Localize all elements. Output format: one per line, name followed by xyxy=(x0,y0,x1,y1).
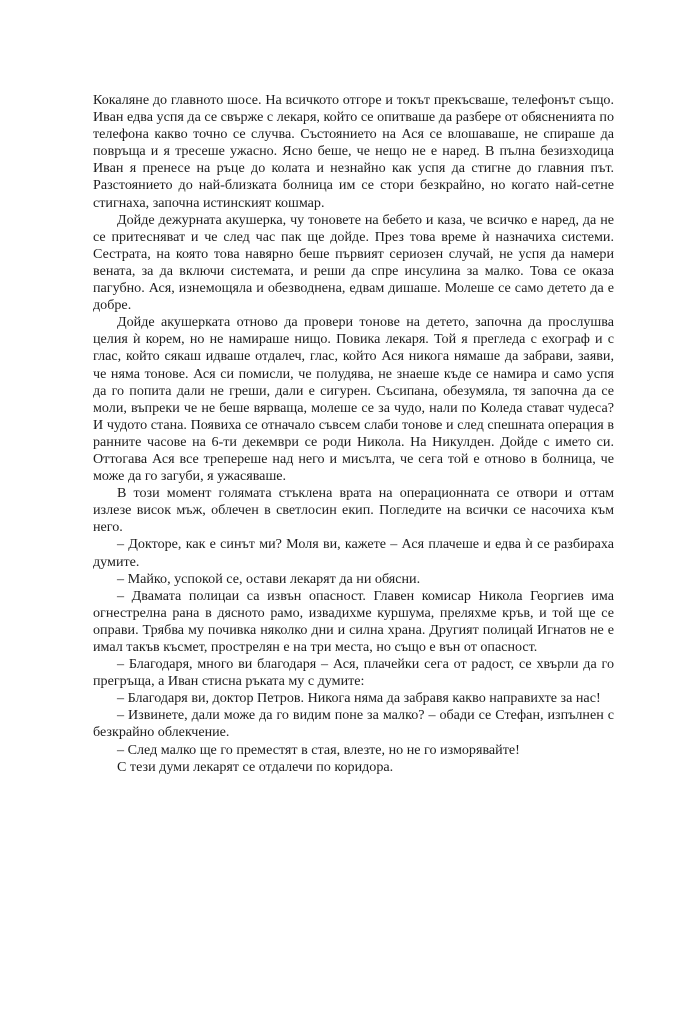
dialogue-line: – Двамата полицаи са извън опасност. Главен комисар Никола Георгиев има огнестрелна рана в дясното рамо, извадихме куршума, преляхме кръв, и той ще се оправи. Трябва му почивка няколко дни и силна храна. Другият полицай Игнатов не е имал такъв късмет, прострелян е на три места, но също е вън от опасност. xyxy=(93,587,614,655)
paragraph: Кокаляне до главното шосе. На всичкото отгоре и токът прекъсваше, телефонът също. Иван едва успя да се свърже с лекаря, който се опитваше да разбере от обясненията по телефона какво точно се случва. Състоянието на Ася се влошаваше, не спираше да повръща и я тресеше ужасно. Ясно беше, че нещо не е наред. В пълна безизходица Иван я пренесе на ръце до колата и незнайно как успя да стигне до главния път. Разстоянието до най-близката болница им се стори безкрайно, но когато най-сетне стигнаха, започна истинският кошмар. xyxy=(93,92,614,211)
paragraph: В този момент голямата стъклена врата на операционната се отвори и оттам излезе висок мъж, облечен в светлосин екип. Погледите на всички се насочиха към него. xyxy=(93,485,614,536)
dialogue-line: – Докторе, как е синът ми? Моля ви, кажете – Ася плачеше и едва ѝ се разбираха думите. xyxy=(93,536,614,570)
dialogue-line: – Извинете, дали може да го видим поне за малко? – обади се Стефан, изпълнен с безкрайно облекчение. xyxy=(93,707,614,741)
paragraph: Дойде дежурната акушерка, чу тоновете на бебето и каза, че всичко е наред, да не се притесняват и че след час пак ще дойде. През това време ѝ назначиха системи. Сестрата, на която това навярно беше първият сериозен случай, не успя да намери вената, за да включи системата, и реши да спре инсулина за малко. Това се оказа пагубно. Ася, изнемощяла и обезводнена, едвам дишаше. Молеше се само детето да е добре. xyxy=(93,211,614,314)
paragraph: С тези думи лекарят се отдалечи по коридора. xyxy=(117,758,394,775)
dialogue-line: – След малко ще го преместят в стая, влезте, но не го изморявайте! xyxy=(117,741,520,758)
dialogue-line: – Майко, успокой се, остави лекарят да ни обясни. xyxy=(117,570,421,587)
paragraph: Дойде акушерката отново да провери тонове на детето, започна да прослушва целия ѝ корем, но не намираше нищо. Повика лекаря. Той я прегледа с ехограф и с глас, който сякаш идваше отдалеч, глас, който Ася никога нямаше да забрави, заяви, че няма тонове. Ася си помисли, че полудява, не знаеше къде се намира и само успя да го попита дали не греши, дали е сигурен. Съсипана, обезумяла, тя започна да се моли, въпреки че не беше вярваща, молеше се за чудо, нали по Коледа стават чудеса? И чудото стана. Появиха се отначало съвсем слаби тонове и след спешната операция в ранните часове на 6-ти декември се роди Никола. На Никулден. Дойде с името си. Оттогава Ася все трепереше над него и мисълта, че сега той е отново в болница, че може да го загуби, я ужасяваше. xyxy=(93,314,614,485)
document-page xyxy=(93,92,614,776)
dialogue-line: – Благодаря, много ви благодаря – Ася, плачейки сега от радост, се хвърли да го прегръща, а Иван стисна ръката му с думите: xyxy=(93,656,614,690)
dialogue-line: – Благодаря ви, доктор Петров. Никога няма да забравя какво направихте за нас! xyxy=(117,690,601,707)
